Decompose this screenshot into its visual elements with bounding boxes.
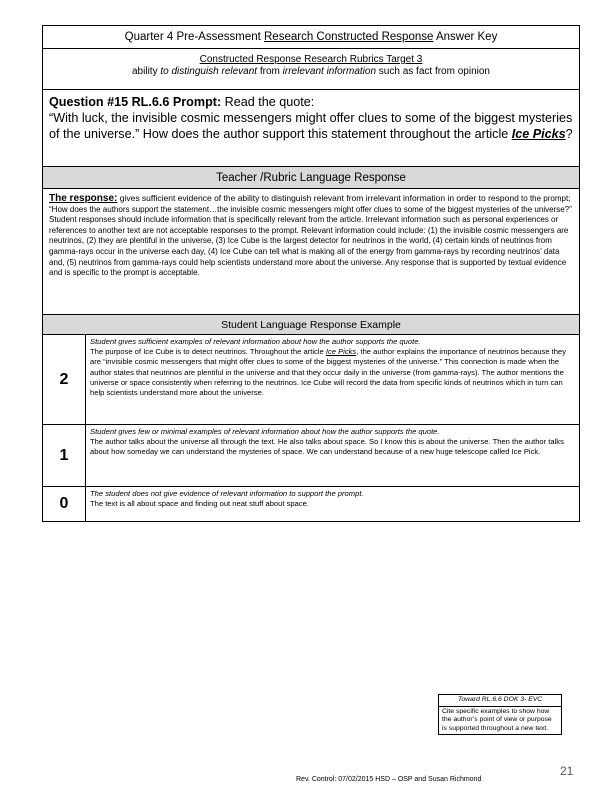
score-row — [43, 335, 579, 425]
title-suffix: Answer Key — [433, 31, 498, 43]
teacher-response: The response: gives sufficient evidence of the ability to distinguish relevant from irrelevant information in order to respond to the prompt; “How does the authors support the statement…the invisible cosmic messengers might offer clues to some of the biggest mysteries of the universe?” Student responses should include information that is specifically relevant from the article. Irrelevant information such as personal experiences or references to another text are not acceptable responses to the prompt. Relevant information could include: (1) the invisible cosmic messengers are neutrinos, (2) they are plentiful in the universe, (3) Ice Cube is the largest detector for neutrinos in the world, (4) certain kinds of neutrinos from gamma-rays occur in the universe each day, (4) Ice Cube can tell what is making all of the energy from gamma-rays by recording neutrinos’ data and, (5) neutrinos from gamma-rays could help scientists understand more about the universe. Any response that is supported by textual evidence and is specific to the prompt is acceptable. — [43, 189, 579, 315]
score-value: 1 — [43, 425, 86, 486]
score-row — [43, 425, 579, 487]
standard-box — [438, 694, 562, 735]
rubric-target — [43, 49, 579, 90]
page-number: 21 — [560, 764, 574, 778]
prompt-question: How does the author support this statement throughout the article — [139, 127, 512, 141]
score-text: Student gives few or minimal examples of relevant information about how the author supports the quote. The author talks about the universe all through the text. He also talks about space. So I know this is about the universe. Then the author talks about how someday we can understand the mysteries of space. We can understand because of a new huge telescope called Ice Pick. — [90, 427, 564, 457]
student-band: Student Language Response Example — [43, 315, 579, 335]
rubric-target-heading: Constructed Response Research Rubrics Target 3 — [199, 54, 423, 65]
question-prompt: Question #15 RL.6.6 Prompt: Read the quote: “With luck, the invisible cosmic messengers might offer clues to some of the biggest mysteries of the universe.” How does the author support this statement throughout the article Ice Picks? — [43, 90, 579, 167]
score-text: Student gives sufficient examples of relevant information about how the author supports the quote. The purpose of Ice Cube is to detect neutrinos. Throughout the article Ice Picks, the author explains the importance of neutrinos because they are “invisible cosmic messengers that might offer clues to some of the biggest mysteries of the universe.” This connection is made when the author states that neutrinos are plentiful in the universe and that they occur daily in the universe (from gamma-rays). The author mentions the universe or space consistently when referring to the neutrinos. Ice Cube will record the data from specific kinds of neutrinos which in turn can help scientists understand more about the universe. — [90, 337, 567, 398]
article-title: Ice Picks — [511, 127, 566, 141]
prompt-label: Question #15 RL.6.6 Prompt: — [49, 95, 222, 109]
score-row — [43, 487, 579, 521]
prompt-quote: “With luck, the invisible cosmic messengers might offer clues to some of the biggest mysteries of the universe.” — [49, 111, 573, 141]
answer-key-table — [42, 25, 580, 522]
page-title — [43, 26, 579, 49]
rubric-target-line: ability to distinguish relevant from irrelevant information such as fact from opinion — [132, 66, 490, 77]
score-text: The student does not give evidence of relevant information to support the prompt. The text is all about space and finding out neat stuff about space. — [90, 489, 364, 509]
standard-box-header: Toward RL.6.6 DOK 3- EVC — [439, 695, 561, 707]
teacher-band: Teacher /Rubric Language Response — [43, 167, 579, 189]
score-value: 2 — [43, 335, 86, 424]
teacher-body: to the prompt; “How does the authors support the statement…the invisible cosmic messengers might offer clues to some of the biggest mysteries of the universe?” Student responses should include information that is specifically relevant from the article. Irrelevant information such as personal experiences or references to another text are not acceptable responses to the prompt. Relevant information could include: (1) the invisible cosmic messengers are neutrinos, (2) they are plentiful in the universe, (3) Ice Cube is the largest detector for neutrinos in the world, (4) certain kinds of neutrinos from gamma-rays occur in the universe each day, (4) Ice Cube can tell what is making all of the energy from gamma-rays by recording neutrinos’ data and, (5) neutrinos from gamma-rays could help scientists understand more about the universe. Any response that is supported by textual evidence and is specific to the prompt is acceptable. — [49, 194, 572, 278]
teacher-lead-label: The response: — [49, 193, 118, 204]
title-prefix: Quarter 4 Pre-Assessment — [124, 31, 264, 43]
standard-box-body: Cite specific examples to show how the author’s point of view or purpose is supported throughout a new text. — [442, 707, 552, 732]
footer-revision: Rev. Control: 07/02/2015 HSD – OSP and Susan Richmond — [296, 776, 482, 783]
score-value: 0 — [43, 487, 86, 521]
title-underlined: Research Constructed Response — [264, 31, 434, 43]
